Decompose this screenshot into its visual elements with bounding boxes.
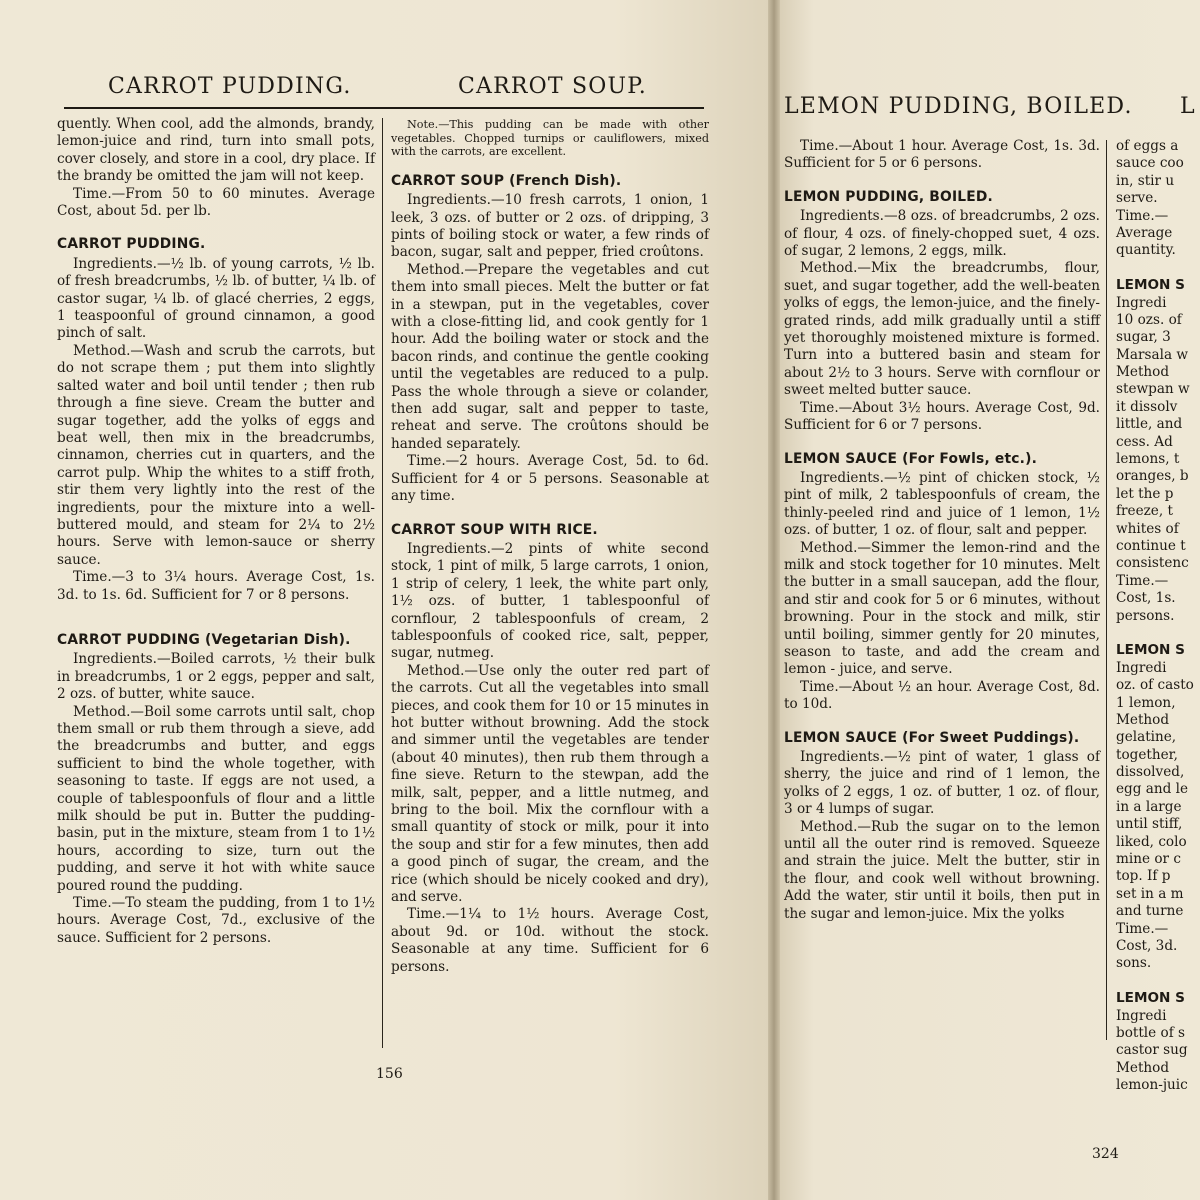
column-divider bbox=[1106, 140, 1107, 1040]
cut-line: sons. bbox=[1116, 955, 1152, 972]
recipe-heading: CARROT PUDDING. bbox=[57, 236, 206, 253]
cut-line: Cost, 1s. bbox=[1116, 590, 1176, 607]
recipe-heading: CARROT PUDDING (Vegetarian Dish). bbox=[57, 631, 351, 648]
cut-line: 10 ozs. of bbox=[1116, 311, 1182, 328]
right-page-column-2-cut bbox=[1116, 138, 1200, 1094]
paragraph: Ingredients.—½ lb. of young carrots, ½ lb. of fresh breadcrumbs, ½ lb. of butter, ¼ lb. of castor sugar, ¼ lb. of glacé cherries, 2 eggs, 1 teaspoonful of ground cinnamon, a good pinch of salt. bbox=[57, 255, 375, 342]
cut-line: serve. bbox=[1116, 190, 1158, 207]
cut-line: little, and bbox=[1116, 416, 1183, 433]
cut-line: consistenc bbox=[1116, 555, 1189, 572]
paragraph: Ingredients.—10 fresh carrots, 1 onion, 1 leek, 3 ozs. of butter or 2 ozs. of dripping, 3 pints of boiling stock or water, a few rinds of bacon, sugar, salt and pepper, fried croûtons. bbox=[391, 192, 709, 261]
cut-line: Marsala w bbox=[1116, 346, 1189, 363]
right-page-column-1 bbox=[784, 138, 1100, 923]
running-head-right: CARROT SOUP. bbox=[458, 74, 647, 99]
cut-line: egg and le bbox=[1116, 781, 1189, 798]
paragraph: Ingredients.—½ pint of water, 1 glass of sherry, the juice and rind of 1 lemon, the yolks of 2 eggs, 1 oz. of butter, 1 oz. of flour, 3 or 4 lumps of sugar. bbox=[784, 749, 1100, 818]
paragraph: Method.—Use only the outer red part of the carrots. Cut all the vegetables into small pieces, and cook them for 10 or 15 minutes in hot butter without browning. Add the stock and simmer until the vegetables are tender (about 40 minutes), then rub them through a fine sieve. Return to the stewpan, add the milk, salt, pepper, and a little nutmeg, and bring to the boil. Mix the cornflour with a small quantity of stock or milk, pour it into the soup and stir for a few minutes, then add a good pinch of sugar, the cream, and the rice (which should be nicely cooked and dry), and serve. bbox=[391, 662, 709, 906]
cut-line: liked, colo bbox=[1116, 833, 1187, 850]
paragraph: Ingredients.—2 pints of white second stock, 1 pint of milk, 5 large carrots, 1 onion, 1 strip of celery, 1 leek, the white part only, 1½ ozs. of butter, 1 tablespoonful of cornflour, 2 tablespoonfuls of cream, 2 tablespoonfuls of cooked rice, salt, pepper, sugar, nutmeg. bbox=[391, 540, 709, 662]
cut-line: continue t bbox=[1116, 537, 1186, 554]
paragraph: Time.—From 50 to 60 minutes. Average Cost, about 5d. per lb. bbox=[57, 185, 375, 220]
cut-line: Method bbox=[1116, 1059, 1170, 1076]
cut-line: oz. of casto bbox=[1116, 677, 1194, 694]
paragraph: Method.—Wash and scrub the carrots, but do not scrape them ; put them into slightly salted water and boil until tender ; then rub through a fine sieve. Cream the butter and sugar together, add the yolks of eggs and beat well, then mix in the breadcrumbs, cinnamon, cherries cut in quarters, and the carrot pulp. Whip the whites to a stiff froth, stir them very lightly into the rest of the ingredients, pour the mixture into a well-buttered mould, and steam for 2¼ to 2½ hours. Serve with lemon-sauce or sherry sauce. bbox=[57, 342, 375, 568]
cut-line: together, bbox=[1116, 746, 1178, 763]
recipe-heading: LEMON SAUCE (For Fowls, etc.). bbox=[784, 450, 1038, 467]
cut-line: dissolved, bbox=[1116, 764, 1185, 781]
paragraph: Time.—About 1 hour. Average Cost, 1s. 3d. Sufficient for 5 or 6 persons. bbox=[784, 138, 1100, 172]
cut-line: persons. bbox=[1116, 607, 1175, 624]
cut-line: Ingredi bbox=[1116, 1007, 1167, 1024]
right-page bbox=[780, 0, 1200, 1200]
cut-line: top. If p bbox=[1116, 868, 1171, 885]
cut-line: set in a m bbox=[1116, 885, 1184, 902]
running-head: LEMON PUDDING, BOILED. bbox=[784, 94, 1133, 119]
left-page-column-2 bbox=[391, 118, 709, 976]
cut-line: lemons, t bbox=[1116, 451, 1180, 468]
paragraph: Ingredients.—½ pint of chicken stock, ½ pint of milk, 2 tablespoonfuls of cream, the thinly-peeled rind and juice of 1 lemon, 1½ ozs. of butter, 1 oz. of flour, salt and pepper. bbox=[784, 469, 1100, 539]
cut-line: Time.— bbox=[1116, 920, 1169, 937]
column-divider bbox=[382, 118, 383, 1048]
cut-line: Average bbox=[1116, 224, 1173, 241]
paragraph: Method.—Rub the sugar on to the lemon until all the outer rind is removed. Squeeze and strain the juice. Melt the butter, stir in the flour, and cook well without browning. Add the water, stir until it boils, then put in the sugar and lemon-juice. Mix the yolks bbox=[784, 818, 1100, 922]
paragraph: Time.—About 3½ hours. Average Cost, 9d. Sufficient for 6 or 7 persons. bbox=[784, 399, 1100, 434]
recipe-heading: CARROT SOUP (French Dish). bbox=[391, 172, 622, 189]
paragraph: Time.—3 to 3¼ hours. Average Cost, 1s. 3d. to 1s. 6d. Sufficient for 7 or 8 persons. bbox=[57, 569, 375, 603]
cut-line: lemon-juic bbox=[1116, 1077, 1188, 1094]
cut-line: and turne bbox=[1116, 903, 1184, 920]
paragraph: Time.—2 hours. Average Cost, 5d. to 6d. Sufficient for 4 or 5 persons. Seasonable at any time. bbox=[391, 453, 709, 505]
cut-line: 1 lemon, bbox=[1116, 694, 1176, 711]
cut-line: mine or c bbox=[1116, 851, 1181, 868]
paragraph: Method.—Mix the breadcrumbs, flour, suet, and sugar together, add the well-beaten yolks of eggs, the lemon-juice, and the finely-grated rinds, add milk gradually until a stiff yet thoroughly moistened mixture is formed. Turn into a buttered basin and steam for about 2½ to 3 hours. Serve with cornflour or sweet melted butter sauce. bbox=[784, 260, 1100, 399]
cut-line: Method bbox=[1116, 364, 1170, 381]
paragraph: Time.—1¼ to 1½ hours. Average Cost, about 9d. or 10d. without the stock. Seasonable at any time. Sufficient for 6 persons. bbox=[391, 906, 709, 975]
cut-line: sauce coo bbox=[1116, 155, 1184, 172]
cut-line: let the p bbox=[1116, 485, 1174, 502]
running-head-cut: L bbox=[1180, 94, 1196, 119]
cut-line: Method bbox=[1116, 711, 1170, 728]
cut-line: sugar, 3 bbox=[1116, 329, 1171, 346]
paragraph: Ingredients.—8 ozs. of breadcrumbs, 2 ozs. of flour, 4 ozs. of finely-chopped suet, 4 ozs. of sugar, 2 lemons, 2 eggs, milk. bbox=[784, 208, 1100, 260]
page-number: 156 bbox=[376, 1066, 403, 1082]
cut-line: cess. Ad bbox=[1116, 433, 1173, 450]
paragraph: quently. When cool, add the almonds, brandy, lemon-juice and rind, turn into small pots, cover closely, and store in a cool, dry place. If the brandy be omitted the jam will not keep. bbox=[57, 116, 375, 185]
cut-line: quantity. bbox=[1116, 242, 1176, 259]
cut-line: of eggs a bbox=[1116, 138, 1179, 154]
paragraph: Method.—Prepare the vegetables and cut them into small pieces. Melt the butter or fat in a stewpan, put in the vegetables, cover with a close-fitting lid, and cook gently for 1 hour. Add the boiling water or stock and the bacon rinds, and continue the gentle cooking until the vegetables are reduced to a pulp. Pass the whole through a sieve or colander, then add sugar, salt and pepper to taste, reheat and serve. The croûtons should be handed separately. bbox=[391, 261, 709, 452]
recipe-heading: LEMON PUDDING, BOILED. bbox=[784, 188, 993, 205]
page-number: 324 bbox=[1092, 1146, 1119, 1162]
paragraph: Time.—To steam the pudding, from 1 to 1½ hours. Average Cost, 7d., exclusive of the sauce. Sufficient for 2 persons. bbox=[57, 895, 375, 946]
cut-line: gelatine, bbox=[1116, 729, 1177, 746]
cut-line: bottle of s bbox=[1116, 1024, 1186, 1041]
cut-line: Time.— bbox=[1116, 572, 1169, 589]
cut-line: whites of bbox=[1116, 520, 1179, 537]
cut-line: in a large bbox=[1116, 798, 1182, 815]
header-rule bbox=[64, 107, 704, 109]
cut-line: stewpan w bbox=[1116, 381, 1190, 398]
cut-line: LEMON S bbox=[1116, 990, 1185, 1007]
cut-line: LEMON S bbox=[1116, 642, 1185, 659]
paragraph: Time.—About ½ an hour. Average Cost, 8d. to 10d. bbox=[784, 678, 1100, 713]
cut-line: Time.— bbox=[1116, 207, 1169, 224]
paragraph: Method.—Boil some carrots until salt, chop them small or rub them through a sieve, add the breadcrumbs and butter, and eggs sufficient to bind the whole together, with seasoning to taste. If eggs are not used, a couple of tablespoonfuls of flour and a little milk should be put in. Butter the pudding-basin, put in the mixture, steam from 1 to 1½ hours, according to size, turn out the pudding, and serve it hot with white sauce poured round the pudding. bbox=[57, 703, 375, 894]
paragraph: Ingredients.—Boiled carrots, ½ their bulk in breadcrumbs, 1 or 2 eggs, pepper and salt, 2 ozs. of butter, white sauce. bbox=[57, 651, 375, 703]
cut-line: castor sug bbox=[1116, 1042, 1188, 1059]
cut-line bbox=[1116, 973, 1200, 990]
left-page-column-1 bbox=[57, 116, 375, 947]
cut-line: LEMON S bbox=[1116, 277, 1185, 294]
cut-line: Ingredi bbox=[1116, 294, 1167, 311]
paragraph: Method.—Simmer the lemon-rind and the milk and stock together for 10 minutes. Melt the butter in a small saucepan, add the flour, and stir and cook for 5 or 6 minutes, without browning. Pour in the stock and milk, stir until boiling, simmer gently for 20 minutes, season to taste, and add the cream and lemon - juice, and serve. bbox=[784, 539, 1100, 678]
cut-line: it dissolv bbox=[1116, 398, 1178, 415]
cut-line: Cost, 3d. bbox=[1116, 937, 1178, 954]
note: Note.—This pudding can be made with other vegetables. Chopped turnips or cauliflowers, mixed with the carrots, are excellent. bbox=[391, 118, 709, 159]
cut-line bbox=[1116, 260, 1200, 277]
book-gutter bbox=[768, 0, 780, 1200]
cut-line: freeze, t bbox=[1116, 503, 1173, 520]
running-head-left: CARROT PUDDING. bbox=[108, 74, 352, 99]
recipe-heading: LEMON SAUCE (For Sweet Puddings). bbox=[784, 729, 1080, 746]
cut-line: until stiff, bbox=[1116, 816, 1183, 833]
cut-line: Ingredi bbox=[1116, 659, 1167, 676]
cut-line: in, stir u bbox=[1116, 172, 1175, 189]
cut-line: oranges, b bbox=[1116, 468, 1189, 485]
recipe-heading: CARROT SOUP WITH RICE. bbox=[391, 521, 598, 538]
cut-line bbox=[1116, 625, 1200, 642]
